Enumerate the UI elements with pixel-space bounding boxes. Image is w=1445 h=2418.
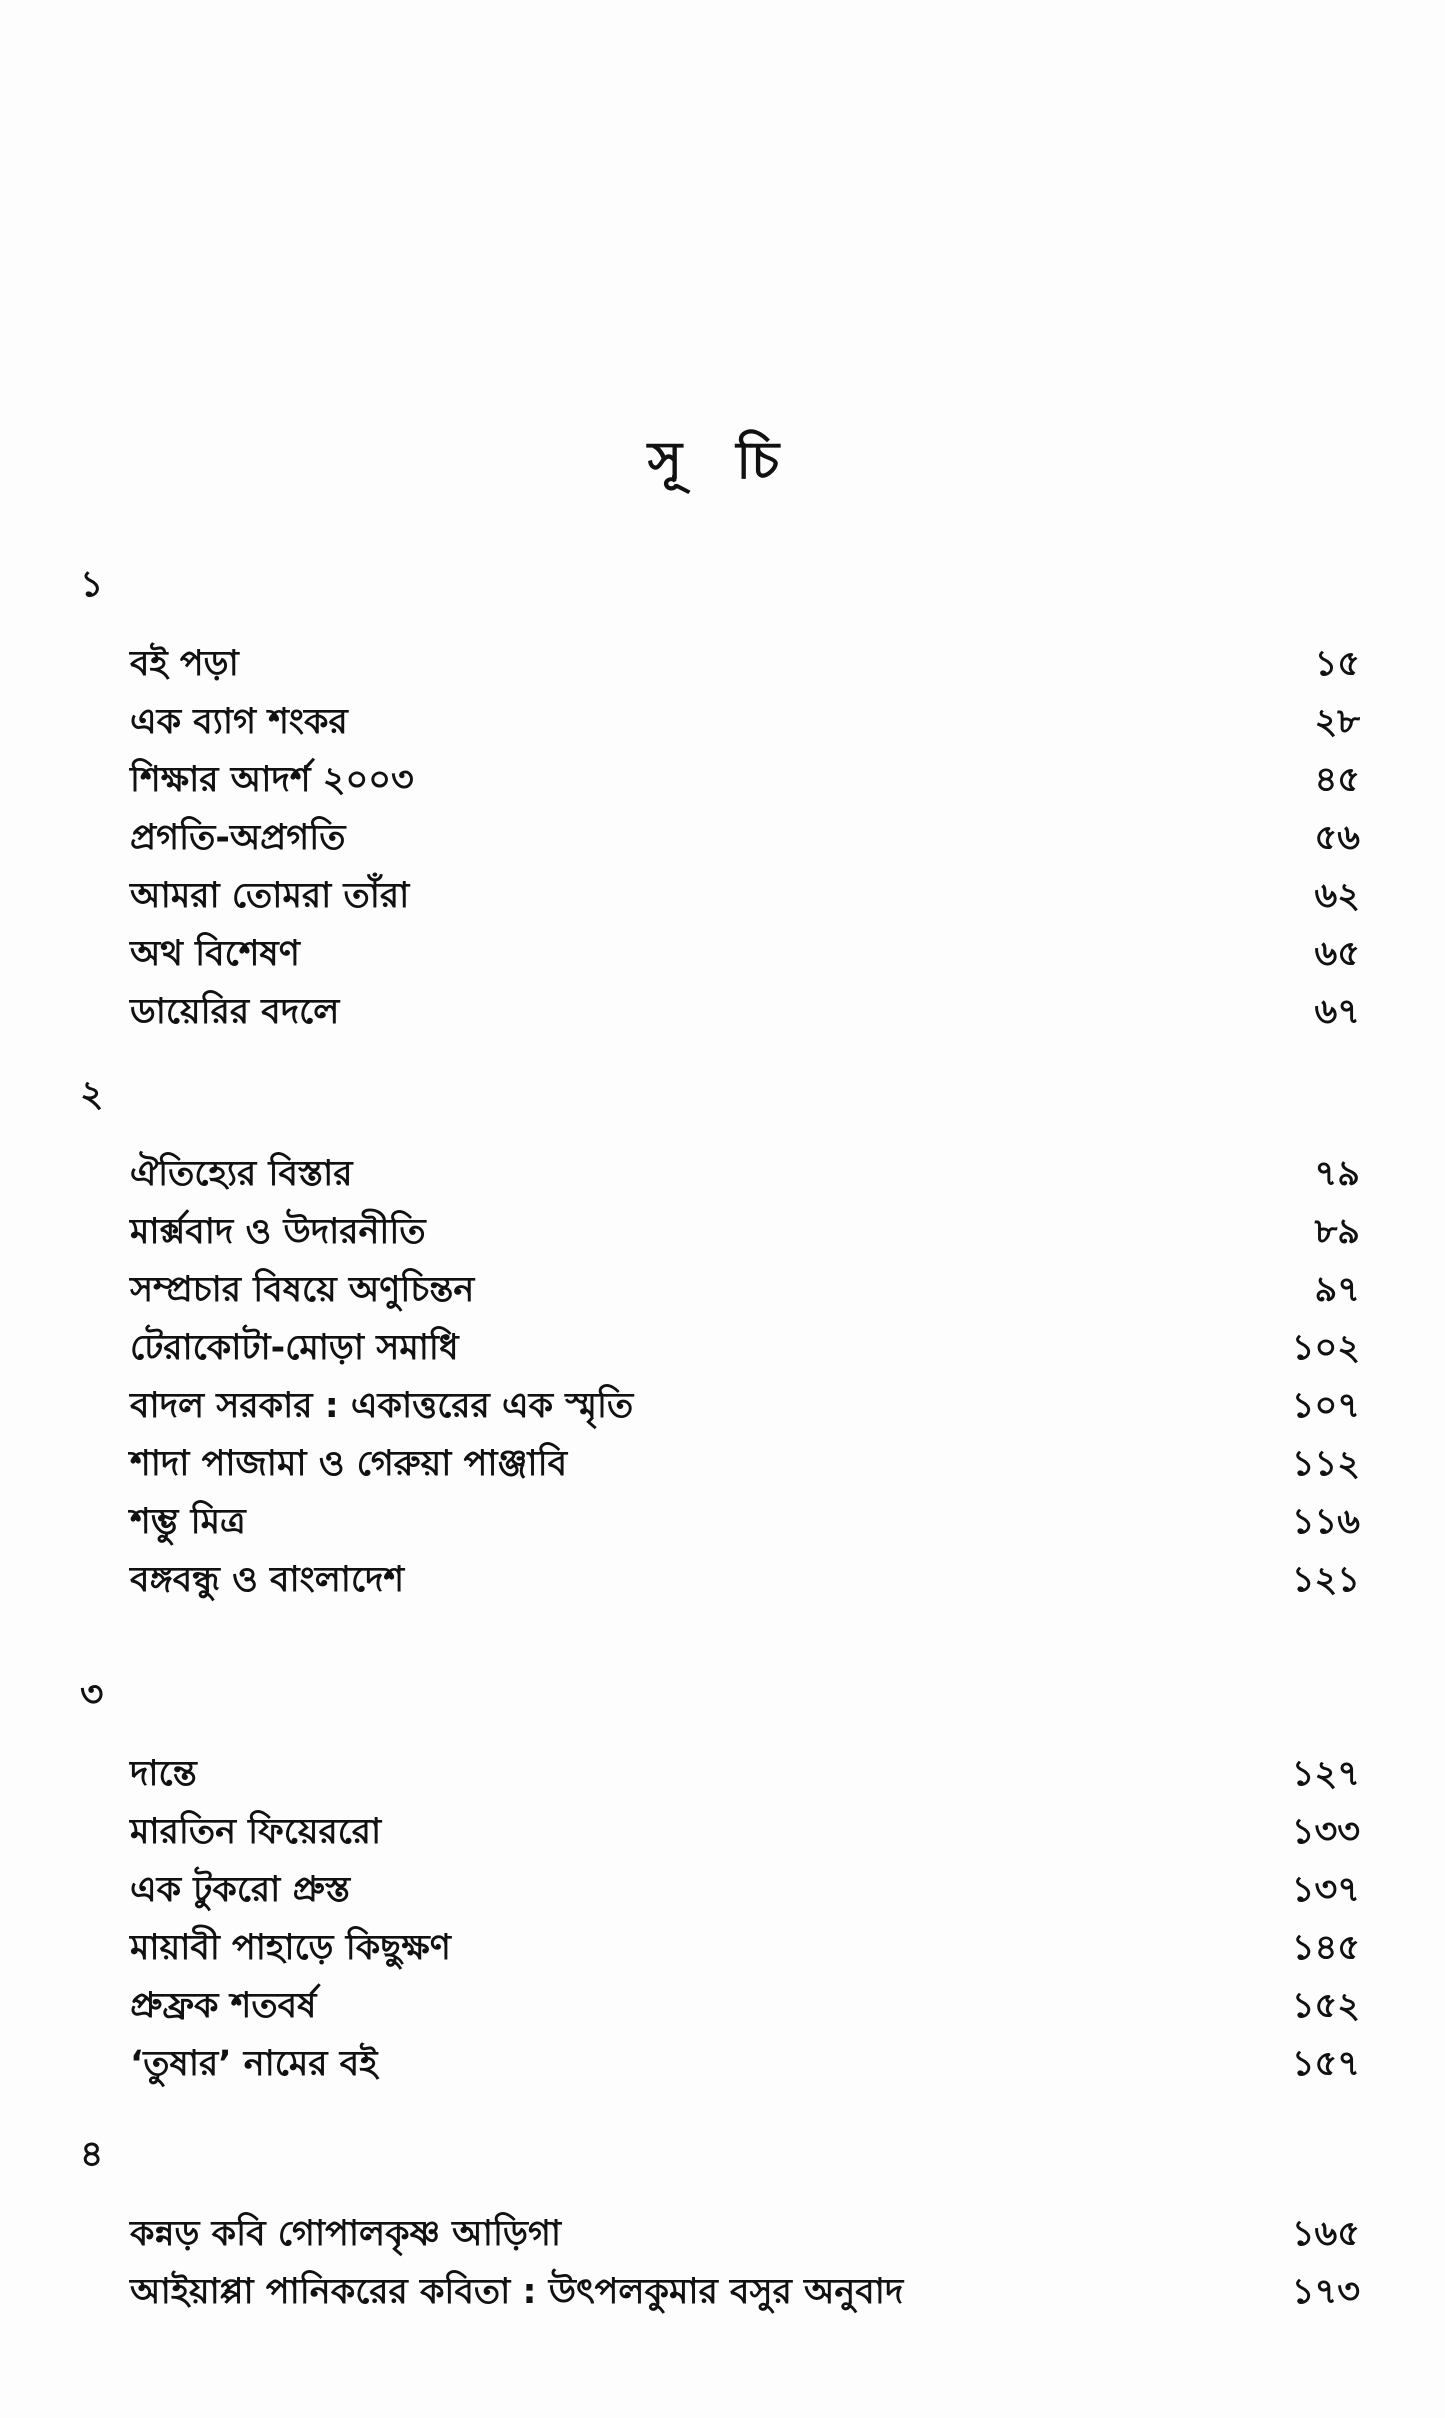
entry-page: ১৬৫ (1291, 2214, 1360, 2254)
entry-page: ১০২ (1291, 1328, 1360, 1368)
section-number: ৩ (80, 1674, 104, 1715)
toc-entry (130, 1377, 1360, 1435)
entry-page: ১১৬ (1291, 1502, 1360, 1542)
entry-title: ঐতিহ্যের বিস্তার (130, 1154, 353, 1194)
entry-page: ১৩৩ (1291, 1812, 1360, 1852)
entry-page: ৪৫ (1314, 760, 1360, 800)
entry-page: ১২১ (1291, 1560, 1360, 1600)
toc-entry (130, 1319, 1360, 1377)
toc-entry (130, 925, 1360, 983)
entry-title: টেরাকোটা-মোড়া সমাধি (130, 1328, 459, 1368)
toc-entry (130, 1435, 1360, 1493)
toc-entry (130, 1861, 1360, 1919)
entry-page: ১৫৭ (1291, 2044, 1360, 2084)
entry-title: প্রগতি-অপ্রগতি (130, 818, 346, 858)
entry-title: প্রুফ্রক শতবর্ষ (130, 1986, 317, 2026)
toc-entries (130, 2205, 1360, 2321)
entry-page: ৬২ (1314, 876, 1360, 916)
toc-entry (130, 2263, 1360, 2321)
entry-page: ১৫২ (1291, 1986, 1360, 2026)
toc-entry (130, 1551, 1360, 1609)
entry-title: কন্নড় কবি গোপালকৃষ্ণ আড়িগা (130, 2214, 562, 2254)
entry-title: এক ব্যাগ শংকর (130, 702, 348, 742)
toc-entry (130, 1803, 1360, 1861)
entry-title: এক টুকরো প্রুস্ত (130, 1870, 351, 1910)
toc-section-3 (80, 1665, 1360, 2093)
entry-page: ৭৯ (1314, 1154, 1360, 1194)
entry-page: ২৮ (1314, 702, 1360, 742)
toc-entry (130, 1493, 1360, 1551)
entry-title: শাদা পাজামা ও গেরুয়া পাঞ্জাবি (130, 1444, 568, 1484)
entry-title: ‘তুষার’ নামের বই (130, 2044, 378, 2084)
toc-entry (130, 1261, 1360, 1319)
entry-title: মার্ক্সবাদ ও উদারনীতি (130, 1212, 426, 1252)
toc-entries (130, 1745, 1360, 2093)
toc-section-4 (80, 2125, 1360, 2321)
entry-title: মারতিন ফিয়েররো (130, 1812, 382, 1852)
section-number: ৪ (80, 2134, 104, 2175)
entry-title: শিক্ষার আদর্শ ২০০৩ (130, 760, 414, 800)
entry-page: ১২৭ (1291, 1754, 1360, 1794)
entry-title: অথ বিশেষণ (130, 934, 300, 974)
toc-entry (130, 1145, 1360, 1203)
toc-entries (130, 1145, 1360, 1609)
toc-entry (130, 751, 1360, 809)
entry-title: মায়াবী পাহাড়ে কিছুক্ষণ (130, 1928, 451, 1968)
entry-title: বাদল সরকার : একাত্তরের এক স্মৃতি (130, 1386, 634, 1426)
entry-title: বঙ্গবন্ধু ও বাংলাদেশ (130, 1560, 405, 1600)
toc-entry (130, 2205, 1360, 2263)
toc-entry (130, 1203, 1360, 1261)
toc-entry (130, 2035, 1360, 2093)
entry-title: আইয়াপ্পা পানিকরের কবিতা : উৎপলকুমার বসুর অনুবাদ (130, 2272, 904, 2312)
page-title: সূ চি (647, 431, 798, 491)
toc-section-1 (80, 555, 1360, 1041)
entry-page: ৫৬ (1314, 818, 1360, 858)
toc-entry (130, 809, 1360, 867)
entry-page: ১০৭ (1291, 1386, 1360, 1426)
section-number: ২ (80, 1074, 104, 1115)
toc-entry (130, 693, 1360, 751)
entry-page: ১৩৭ (1291, 1870, 1360, 1910)
entry-title: শম্ভু মিত্র (130, 1502, 246, 1542)
toc-entry (130, 1977, 1360, 2035)
toc-entry (130, 1919, 1360, 1977)
toc-entry (130, 1745, 1360, 1803)
toc-entry (130, 983, 1360, 1041)
toc-entry (130, 867, 1360, 925)
entry-page: ৯৭ (1314, 1270, 1360, 1310)
entry-page: ৬৭ (1314, 992, 1360, 1032)
entry-title: দান্তে (130, 1754, 197, 1794)
entry-title: আমরা তোমরা তাঁরা (130, 876, 410, 916)
entry-page: ১১২ (1291, 1444, 1360, 1484)
entry-page: ১৪৫ (1291, 1928, 1360, 1968)
entry-page: ৮৯ (1314, 1212, 1360, 1252)
toc-entries (130, 635, 1360, 1041)
section-number: ১ (80, 564, 104, 605)
entry-page: ১৭৩ (1291, 2272, 1360, 2312)
toc-entry (130, 635, 1360, 693)
entry-title: সম্প্রচার বিষয়ে অণুচিন্তন (130, 1270, 475, 1310)
entry-title: ডায়েরির বদলে (130, 992, 340, 1032)
toc-section-2 (80, 1065, 1360, 1609)
entry-page: ৬৫ (1314, 934, 1360, 974)
entry-page: ১৫ (1314, 644, 1360, 684)
entry-title: বই পড়া (130, 644, 239, 684)
